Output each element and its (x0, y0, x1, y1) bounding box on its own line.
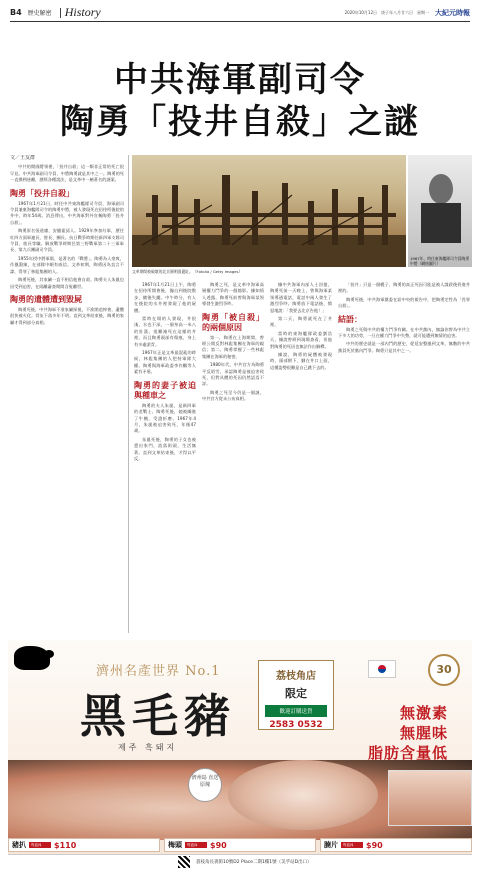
column-divider (128, 155, 129, 633)
paragraph: 朱嵐死後，陶勇的子女也被趕出家門，流落街頭，生活無著。直到文革結束後，才得以平反。 (134, 436, 196, 461)
store-box (258, 660, 334, 730)
korea-flag-icon (368, 660, 396, 678)
portrait-figure (409, 163, 472, 243)
ad-title: 濟州名產世界 No.1 (96, 664, 221, 679)
price-tag: 每盒/$ (29, 842, 51, 848)
paragraph: 1967年正是文革最混亂的時候，林彪集團的人把持軍隊大權。陶勇與海軍政委李作鵬等人素有矛盾。 (134, 350, 196, 375)
photo-caption: 文革期間被破壞的北京圓明園遺址。（Fotolia / Getty Images） (132, 269, 243, 274)
paragraph: 當時的東海艦隊政委劉浩天，據說曾經到現場查看，但他對陶勇的死因也無法作出解釋。 (270, 330, 332, 349)
price-value: $90 (210, 840, 227, 850)
price-tag: 每盒/$ (185, 842, 207, 848)
paragraph: 1967年1月21日上午，陶勇在招待所開會後，獨自到後院散步，隨後失蹤。中午時分，有人在後院的水井裡發現了他的屍體。 (134, 282, 196, 313)
paragraph: 陶勇死後，中共海軍不准家屬探視，不准開追悼會，遺體很快被火化。骨灰下落多年不明。直到文革結束後，陶勇的家屬才得到部分真相。 (10, 306, 124, 325)
subheading-3: 陶勇的妻子被迫與種車之 (134, 379, 196, 400)
paragraph: 第二天，陶勇就死在了井裡。 (270, 316, 332, 328)
lead-photo (132, 155, 472, 267)
portrait-photo (406, 155, 472, 267)
intro-paragraph: 中共的開國將領裡，「投井自殺」這一類非正常的死亡很罕見。中共海軍副司令員、中將陶勇就是其中之一。陶勇的死一直撲朔迷離，歷經各種說法，是文革中一樁著名的謎案。 (10, 164, 124, 183)
price-item-pork-belly (320, 838, 472, 852)
portrait-caption: 1967年，時任東海艦隊司令員陶勇中將（網絡圖片） (410, 256, 470, 266)
paragraph: 「投井」只是一個幌子，陶勇的真正死因可能是被人謀殺後扔進井裡的。 (338, 282, 470, 294)
price-value: $90 (366, 840, 383, 850)
masthead-logo: 大紀元時報 (435, 7, 470, 17)
slogan-no-hormone: 無激素 (399, 704, 448, 722)
date-line: 2020年10月12日 庚子年八月廿六日 星期一 (344, 9, 429, 15)
paragraph: 據中共海軍內部人士回憶，陶勇死前一天晚上，曾與海軍某領導通電話，電話中兩人發生了激烈爭吵。陶勇放下電話後，憤怒地說：「我要去北京告他！」 (270, 282, 332, 313)
paragraph: 當時在場的人發現，井很淺，水也不深，一個身高一米八的壯漢，很難淹死在這樣的井裡。而且陶勇頭部有傷痕，身上有多處淤青。 (134, 316, 196, 347)
headline-line2: 陶勇「投井自殺」之謎 (60, 102, 420, 142)
article-column-2 (134, 282, 196, 633)
price-name: 豬扒 (12, 840, 26, 849)
price-item-pork-chop (8, 838, 160, 852)
store-name: 荔枝角店 (276, 671, 316, 682)
raw-pork-image (388, 770, 472, 826)
price-item-pork-shoulder (164, 838, 316, 852)
order-call: 歡迎訂購送貨 (265, 705, 327, 717)
article-column-1 (10, 155, 124, 633)
paragraph: 中共的歷史就是一部內鬥的歷史，從延安整風到文革，無數的中共黨員死於黨內鬥爭。陶勇只是其中之一。 (338, 341, 470, 353)
price-list (8, 838, 472, 852)
paragraph: 1955年授中將軍銜，是著名的「戰將」。陶勇為人豪爽，作風潑辣，在部隊中頗有威信。文革初期，陶勇因為直言不諱，得罪了林彪集團的人。 (10, 255, 124, 274)
paragraph: 陶勇原名張道庸，安徽霍邱人。1929年參加紅軍，歷任紅四方面軍連長、營長、團長。抗日戰爭時期任新四軍支隊司令員、旅長等職。解放戰爭時期任第三野戰軍第二十三軍軍長、第九兵團副司令員。 (10, 228, 124, 253)
column-title: History (64, 5, 101, 19)
store-address: 荔枝角長義街10號D2 Place二期1樓1號（美孚站D出口） (196, 859, 312, 865)
page-number: B4 (10, 8, 22, 17)
article-column-5 (338, 282, 470, 633)
paragraph: 陶勇之死，是文革中海軍高層權力鬥爭的一個縮影。據知情人透露，陶勇死前曾與海軍某領導發生激烈爭吵。 (202, 282, 264, 307)
ad-product-name: 黑毛豬 (80, 689, 236, 743)
price-tag: 每盒/$ (341, 842, 363, 848)
page-header (10, 4, 470, 22)
paragraph: 據說，陶勇的屍體被發現時，頭部朝下，腳在井口上面，這種姿勢很難是自己跳下去的。 (270, 352, 332, 370)
origin-seal: 濟州島 直送 原塊 (188, 768, 222, 802)
price-value: $110 (54, 840, 77, 850)
slogan-no-odor: 無腥味 (399, 724, 448, 742)
paragraph: 陶勇之死與中共的權力鬥爭有關。在中共黨內，無論你曾為中共立下多大的功勞，一旦在權力鬥爭中失勢，就可能遭到無情的迫害。 (338, 326, 470, 339)
anniversary-badge: 30 (428, 654, 460, 686)
subheading-1: 陶勇「投井自殺」 (10, 187, 74, 198)
article-column-4 (270, 282, 332, 633)
byline: 文／王友群 (10, 155, 36, 161)
advertisement[interactable] (8, 640, 472, 868)
qr-code-icon[interactable] (178, 856, 190, 868)
headline-line1: 中共海軍副司令 (114, 60, 366, 100)
paragraph: 陶勇之死至今仍是一個謎，中共官方從未公布真相。 (202, 389, 264, 402)
paragraph: 第一，陶勇在上海期間，曾經公開反對林彪集團在海軍的親信；第二，陶勇掌握了一些林彪集團在海軍的秘密。 (202, 334, 264, 359)
paragraph: 陶勇的夫人朱嵐，是新四軍的老戰士。陶勇死後，她被關進了牛棚，受盡折磨。1967年4月，朱嵐被迫害致死，年僅47歲。 (134, 402, 196, 434)
pig-logo-icon (14, 646, 50, 670)
subheading-4: 陶勇「被自殺」的兩個原因 (202, 311, 264, 332)
subheading-5: 結語： (338, 313, 362, 324)
ruins-illustration (132, 155, 406, 267)
slogan-low-fat: 脂肪含量低 (367, 744, 448, 762)
section-label: 歷史解密 (27, 10, 52, 17)
subheading-2: 陶勇的遺體遭到毀屍 (10, 293, 82, 304)
paragraph: 1980年代，中共官方為陶勇平反昭雪，承認陶勇是被迫害致死，但對具體的死因仍然語焉不詳。 (202, 362, 264, 387)
paragraph: 陶勇死後，中共海軍黨委在給中央的報告中，把陶勇定性為「畏罪自殺」。 (338, 296, 470, 309)
header-divider (60, 8, 61, 18)
article-column-3 (202, 282, 264, 633)
limited-label: 限定 (285, 687, 307, 700)
paragraph: 陶勇死後，其家屬一直不相信他會自殺。陶勇夫人朱嵐也因受到迫害，在隔離審查期間含冤離世。 (10, 277, 124, 289)
price-name: 腩片 (324, 840, 338, 849)
ad-korean-name: 제주 흑돼지 (118, 743, 178, 752)
pork-plate-image (228, 760, 378, 830)
ad-address-bar (8, 854, 472, 868)
phone-number[interactable]: 2583 0532 (269, 720, 323, 730)
price-name: 梅頭 (168, 840, 182, 849)
paragraph: 1967年1月21日，時任中共東海艦隊司令員、海軍副司令員兼東海艦隊司令的陶勇中將，被人發現死在招待所後院的井中，時年54歲。消息傳出，中共海軍對外宣稱陶勇「投井自殺」。 (10, 200, 124, 225)
